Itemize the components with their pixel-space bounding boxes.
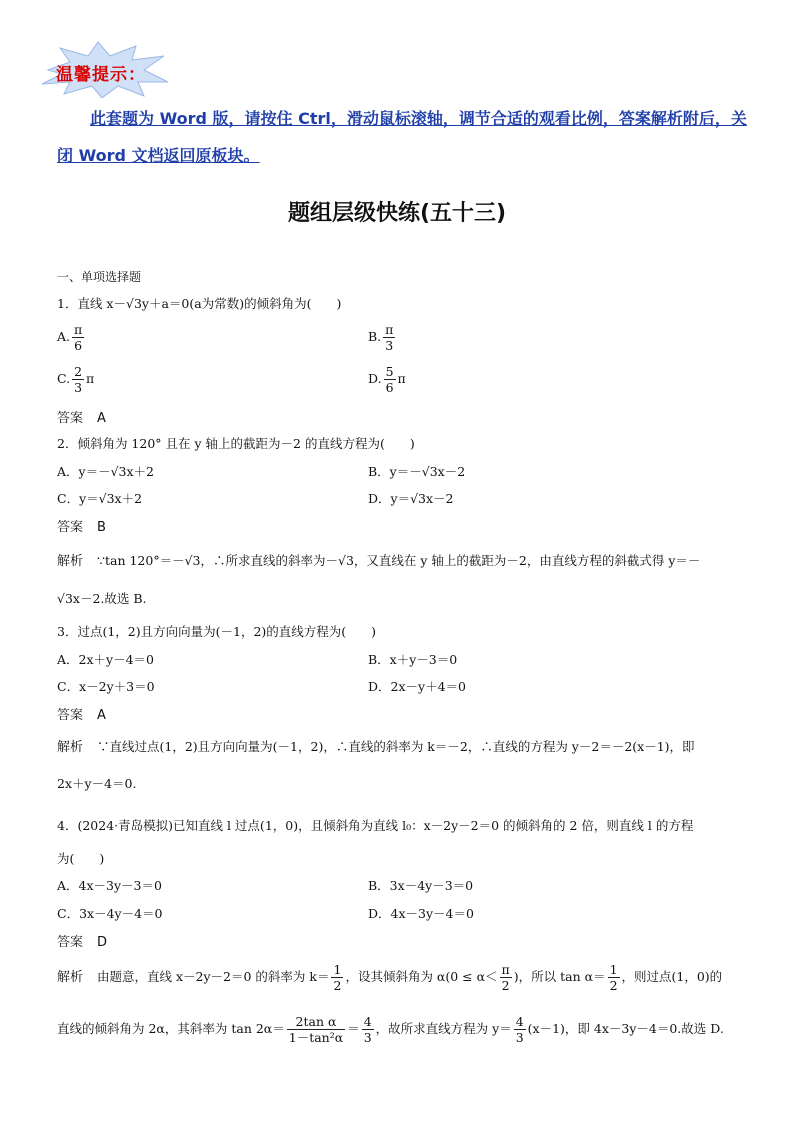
q4-explanation-line1: 解析 由题意，直线 x－2y－2＝0 的斜率为 k＝ $\frac{1}{2}$ ，设其倾斜角为 α(0 ≤ α＜ $\frac{\pi}{2}$ )，所以 tan α＝ $\frac{1}{2}$ ，则过点(1，0)的 [57,962,723,993]
q3-explanation-line2: 2x＋y－4＝0. [57,776,137,791]
q2-option-b: B．y＝－√3x－2 [368,464,466,479]
q2-explanation-line1: 解析 ∵tan 120°＝－√3，∴所求直线的斜率为－√3，又直线在 y 轴上的截距为－2，由直线方程的斜截式得 y＝－ [57,553,701,569]
q1-option-d: D. $\frac{5}{6}$ π [368,364,406,395]
q1-option-a: A. $\frac{\pi}{6}$ [57,322,83,353]
q2-answer: 答案 B [57,520,106,535]
q4-option-a: A．4x－3y－3＝0 [57,878,162,893]
q4-explanation-line2: 直线的倾斜角为 2α，其斜率为 tan 2α＝ $\frac{\text{2tan α}}{\text{1－tan²α}}$ ＝ $\frac{4}{3}$ ，故所求直线方程为 y＝ $\frac{4}{3}$ (x－1)，即 4x－3y－4＝0.故选 D. [57,1014,724,1045]
q4-answer: 答案 D [57,935,108,950]
section-heading: 一、单项选择题 [57,270,142,284]
q3-option-b: B．x＋y－3＝0 [368,652,458,667]
q1-stem: 1．直线 x－√3y＋a＝0(a为常数)的倾斜角为( ) [57,296,342,311]
q4-option-d: D．4x－3y－4＝0 [368,906,474,921]
tip-title: 温馨提示： [56,65,146,85]
q3-explanation-line1: 解析 ∵直线过点(1，2)且方向向量为(－1，2)，∴直线的斜率为 k＝－2，∴直线的方程为 y－2＝－2(x－1)，即 [57,739,695,755]
q4-stem-line1: 4．(2024·青岛模拟)已知直线 l 过点(1，0)，且倾斜角为直线 l₀：x－2y－2＝0 的倾斜角的 2 倍，则直线 l 的方程 [57,818,694,833]
document-title: 题组层级快练(五十三) [287,201,507,226]
q2-option-c: C．y＝√3x＋2 [57,491,143,506]
q2-stem: 2．倾斜角为 120° 且在 y 轴上的截距为－2 的直线方程为( ) [57,436,415,451]
q1-option-c: C. $\frac{2}{3}$ π [57,364,95,395]
q2-option-d: D．y＝√3x－2 [368,491,454,506]
q3-option-a: A．2x＋y－4＝0 [57,652,154,667]
q4-option-c: C．3x－4y－4＝0 [57,906,163,921]
q4-stem-line2: 为( ) [57,851,105,866]
q3-stem: 3．过点(1，2)且方向向量为(－1，2)的直线方程为( ) [57,624,377,639]
q2-explanation-line2: √3x－2.故选 B. [57,591,147,606]
q1-option-b: B. $\frac{\pi}{3}$ [368,322,394,353]
tip-body: 此套题为 Word 版，请按住 Ctrl，滑动鼠标滚轴，调节合适的观看比例，答案解析附后，关闭 Word 文档返回原板块。 [57,109,747,165]
q3-answer: 答案 A [57,708,106,723]
q1-answer: 答案 A [57,411,106,426]
q2-option-a: A．y＝－√3x＋2 [57,464,155,479]
q4-option-b: B．3x－4y－3＝0 [368,878,474,893]
q3-option-d: D．2x－y＋4＝0 [368,679,466,694]
q3-option-c: C．x－2y＋3＝0 [57,679,155,694]
